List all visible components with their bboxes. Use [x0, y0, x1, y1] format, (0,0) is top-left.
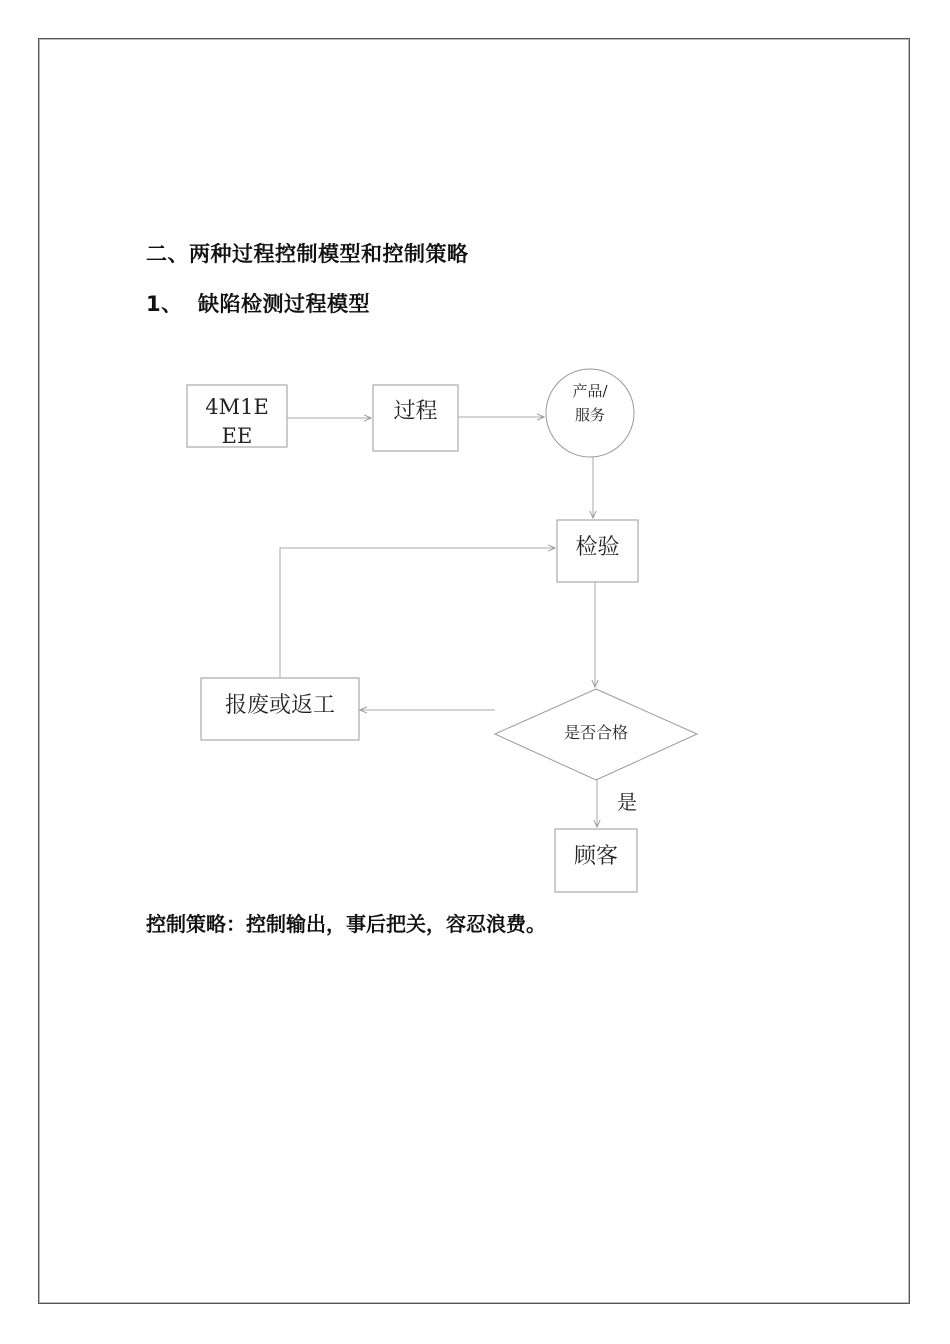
- customer-label: 顾客: [573, 844, 618, 869]
- subheading-number: 1、: [146, 292, 183, 316]
- subheading-title: 缺陷检测过程模型: [198, 292, 370, 316]
- section-heading: 二、两种过程控制模型和控制策略: [146, 242, 469, 266]
- scrap-label: 报废或返工: [224, 693, 335, 718]
- process-label: 过程: [393, 399, 438, 424]
- product-label-line1: 产品/: [572, 382, 608, 400]
- input-label-line2: EE: [221, 424, 253, 446]
- input-label-clip: [187, 420, 287, 446]
- inspection-label: 检验: [575, 535, 620, 560]
- yes-label: 是: [617, 790, 637, 814]
- strategy-text: 控制策略：控制输出，事后把关，容忍浪费。: [146, 912, 546, 936]
- decision-label: 是否合格: [563, 723, 628, 742]
- arrow-scrap-to-inspection: [280, 548, 555, 678]
- product-label-line2: 服务: [574, 406, 605, 424]
- input-label-line1: 4M1E: [205, 395, 269, 419]
